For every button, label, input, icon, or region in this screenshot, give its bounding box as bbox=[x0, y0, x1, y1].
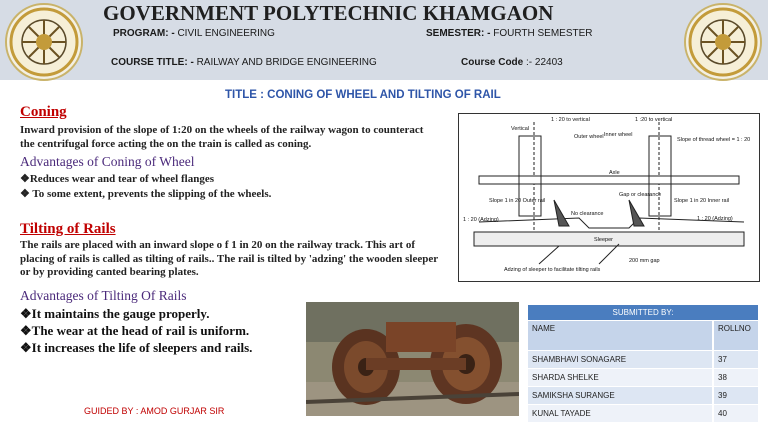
semester-label: SEMESTER: - bbox=[426, 28, 491, 39]
course-title-label: COURSE TITLE: - bbox=[111, 57, 194, 68]
tilting-advantage-3: ❖It increases the life of sleepers and rails. bbox=[20, 340, 253, 355]
label-slope-outer: Slope 1 in 20 Outer rail bbox=[489, 198, 546, 204]
course-title-value: RAILWAY AND BRIDGE ENGINEERING bbox=[196, 57, 377, 68]
label-gap: Gap or clearance bbox=[619, 192, 662, 198]
table-row bbox=[528, 387, 758, 405]
student-name: KUNAL TAYADE bbox=[528, 405, 713, 423]
tilting-text: The rails are placed with an inward slope o f 1 in 20 on the railway track. This art of placing of rails is called as tilting of rails.. The rail is tilted by 'adzing' the wooden sleeper or by providing canted bearing plates. bbox=[20, 239, 438, 278]
table-row bbox=[528, 351, 758, 369]
student-name: SHARDA SHELKE bbox=[528, 369, 713, 387]
semester-line bbox=[426, 28, 593, 39]
label-gap-mm: 200 mm gap bbox=[629, 258, 660, 264]
tilting-advantages-heading: Advantages of Tilting Of Rails bbox=[20, 288, 187, 303]
label-adzing-note: Adzing of sleeper to facilitate tilting rails bbox=[504, 267, 601, 273]
coning-advantages-heading: Advantages of Coning of Wheel bbox=[20, 154, 195, 169]
col-roll-header: ROLLNO bbox=[713, 321, 758, 351]
tilting-heading: Tilting of Rails bbox=[20, 221, 116, 237]
student-name: SAMIKSHA SURANGE bbox=[528, 387, 713, 405]
coning-advantage-1: ❖Reduces wear and tear of wheel flanges bbox=[20, 173, 214, 185]
course-code-line bbox=[461, 57, 563, 68]
student-roll: 37 bbox=[713, 351, 758, 369]
label-slope-inner: Slope 1 in 20 Inner rail bbox=[674, 198, 730, 204]
student-roll: 39 bbox=[713, 387, 758, 405]
label-axle: Axle bbox=[609, 170, 620, 176]
label-no-clearance: No clearance bbox=[571, 211, 604, 217]
course-code-value: :- 22403 bbox=[526, 57, 563, 68]
student-roll: 38 bbox=[713, 369, 758, 387]
label-r1: 1 : 20 to vertical bbox=[551, 117, 590, 123]
label-inner-wheel: Inner wheel bbox=[604, 132, 633, 138]
college-name: GOVERNMENT POLYTECHNIC KHAMGAON bbox=[103, 1, 554, 25]
coning-tilting-diagram bbox=[458, 113, 760, 282]
label-adzing-right: 1 : 20 (Adzing) bbox=[697, 216, 733, 222]
label-tread: Slope of thread wheel = 1 : 20 bbox=[677, 137, 751, 143]
table-row bbox=[528, 369, 758, 387]
college-logo-right bbox=[684, 3, 762, 81]
tilting-advantage-1: ❖It maintains the gauge properly. bbox=[20, 306, 210, 321]
label-sleeper: Sleeper bbox=[594, 237, 613, 243]
coning-text: Inward provision of the slope of 1:20 on the wheels of the railway wagon to counteract the centrifugal force acting the on the train is called as coning. bbox=[20, 124, 424, 150]
coning-heading: Coning bbox=[20, 104, 67, 120]
college-logo-left bbox=[5, 3, 83, 81]
course-title-line bbox=[111, 57, 377, 68]
submitted-table bbox=[528, 305, 758, 423]
program-line bbox=[113, 28, 275, 39]
label-outer-wheel: Outer wheel bbox=[574, 134, 604, 140]
page-title: TITLE : CONING OF WHEEL AND TILTING OF RAIL bbox=[225, 89, 501, 101]
label-vertical: Vertical bbox=[511, 126, 530, 132]
course-code-label: Course Code bbox=[461, 57, 524, 68]
col-name-header: NAME bbox=[528, 321, 713, 351]
student-roll: 40 bbox=[713, 405, 758, 423]
coning-advantage-2: ❖ To some extent, prevents the slipping of the wheels. bbox=[20, 188, 272, 200]
submitted-heading: SUBMITTED BY: bbox=[528, 305, 758, 321]
label-r2: 1 :20 to vertical bbox=[635, 117, 673, 123]
program-value: CIVIL ENGINEERING bbox=[177, 28, 275, 39]
guided-by: GUIDED BY : AMOD GURJAR SIR bbox=[84, 406, 225, 416]
label-adzing-left: 1 : 20 (Adzing) bbox=[463, 217, 499, 223]
student-name: SHAMBHAVI SONAGARE bbox=[528, 351, 713, 369]
program-label: PROGRAM: - bbox=[113, 28, 175, 39]
wheelset-photo bbox=[306, 302, 519, 416]
semester-value: FOURTH SEMESTER bbox=[493, 28, 593, 39]
table-row bbox=[528, 405, 758, 423]
tilting-advantage-2: ❖The wear at the head of rail is uniform. bbox=[20, 323, 250, 338]
